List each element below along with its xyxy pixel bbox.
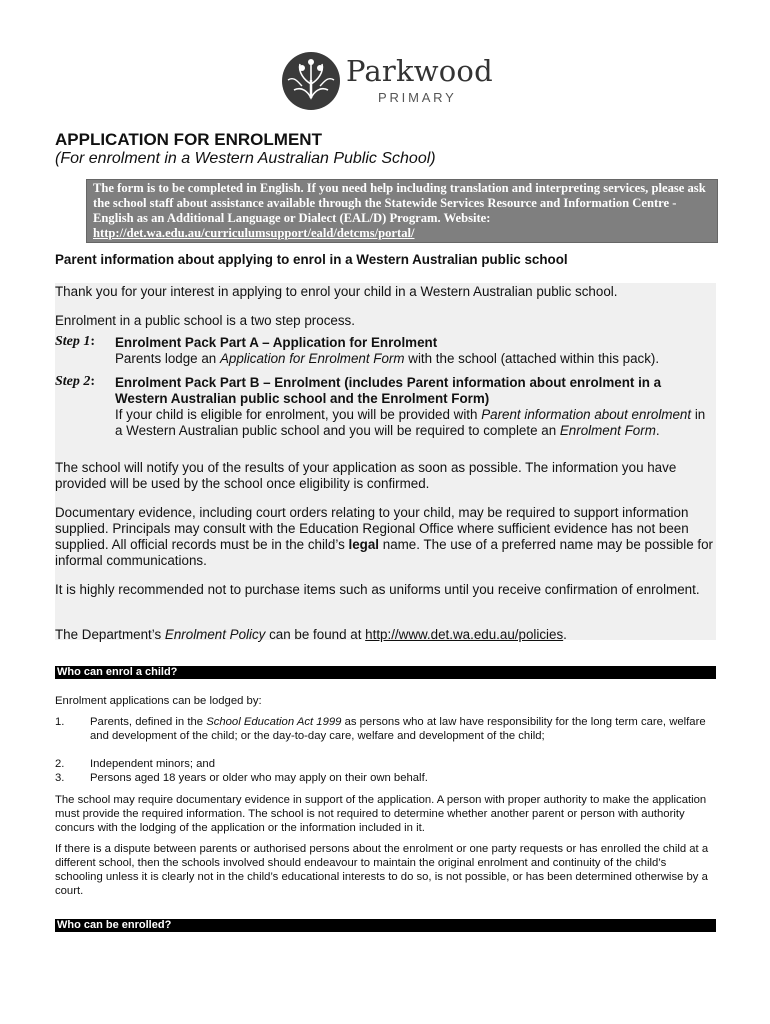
logo-name: Parkwood	[346, 54, 493, 88]
two-step-paragraph: Enrolment in a public school is a two step process.	[55, 313, 355, 328]
enrol-intro: Enrolment applications can be lodged by:	[55, 695, 262, 707]
page-subtitle: (For enrolment in a Western Australian Public School)	[55, 150, 436, 167]
step1-title: Enrolment Pack Part A – Application for Enrolment	[115, 335, 438, 350]
dispute-paragraph: If there is a dispute between parents or authorised persons about the enrolment or one party requests or has enrolled the child at a different school, then the schools involved should endeavour to maintain the original enrolment and continuity of the child’s schooling unless it is clearly not in the child’s educational interests to do so, is not possible, or has been determined otherwise by a court.	[55, 843, 709, 897]
list-number: 3.	[55, 772, 65, 784]
list-item: Independent minors; and	[90, 758, 215, 770]
policy-link[interactable]: http://www.det.wa.edu.au/policies	[365, 627, 564, 642]
language-notice	[86, 179, 718, 243]
notice-website-link[interactable]: http://det.wa.edu.au/curriculumsupport/eald/detcms/portal/	[93, 226, 415, 240]
school-logo	[280, 50, 495, 112]
who-can-enrol-bar: Who can enrol a child?	[55, 666, 716, 679]
list-item: Parents, defined in the School Education Act 1999 as persons who at law have responsibility for the long term care, welfare and development of the child; or the day-to-day care, welfare and development of the child;	[90, 716, 706, 742]
logo-subtitle: PRIMARY	[378, 90, 457, 105]
list-number: 2.	[55, 758, 65, 770]
documentary-evidence-paragraph: Documentary evidence, including court orders relating to your child, may be required to support information supplied. Principals may consult with the Education Regional Office where sufficient evidence has not been supplied. All official records must be in the child’s legal name. The use of a preferred name may be possible for informal communications.	[55, 505, 713, 568]
page-title: APPLICATION FOR ENROLMENT	[55, 130, 322, 149]
list-number: 1.	[55, 716, 65, 728]
notice-text: The form is to be completed in English. If you need help including translation and interpreting services, please ask the school staff about assistance available through the Statewide Services Resource and Information Centre - English as an Additional Language or Dialect (EAL/D) Program.	[93, 181, 706, 225]
step1-body	[115, 335, 715, 367]
notice-website-label: Website:	[443, 211, 491, 225]
section-heading: Parent information about applying to enrol in a Western Australian public school	[55, 252, 568, 267]
uniform-paragraph: It is highly recommended not to purchase items such as uniforms until you receive confirmation of enrolment.	[55, 582, 700, 597]
step2-title: Enrolment Pack Part B – Enrolment (includes Parent information about enrolment in a Western Australian public school and the Enrolment Form)	[115, 375, 662, 406]
step1-text: Parents lodge an Application for Enrolment Form with the school (attached within this pack).	[115, 351, 660, 366]
step1-label: Step 1:	[55, 334, 96, 349]
evidence-paragraph: The school may require documentary evidence in support of the application. A person with proper authority to make the application must provide the required information. The school is not required to determine whether another parent or person with authority concurs with the lodging of the application or the information included in it.	[55, 794, 707, 834]
tree-emblem-icon	[280, 50, 342, 112]
policy-paragraph: The Department’s Enrolment Policy can be found at http://www.det.wa.edu.au/policies.	[55, 627, 567, 642]
intro-paragraph: Thank you for your interest in applying to enrol your child in a Western Australian public school.	[55, 284, 618, 299]
list-item: Persons aged 18 years or older who may apply on their own behalf.	[90, 772, 428, 784]
step2-label: Step 2:	[55, 374, 96, 389]
step2-text: If your child is eligible for enrolment, you will be provided with Parent information about enrolment in a Western Australian public school and you will be required to complete an Enrolment Form.	[115, 407, 706, 438]
step2-body	[115, 375, 715, 439]
notification-paragraph: The school will notify you of the results of your application as soon as possible. The information you have provided will be used by the school once eligibility is confirmed.	[55, 460, 677, 491]
who-can-be-enrolled-bar: Who can be enrolled?	[55, 919, 716, 932]
